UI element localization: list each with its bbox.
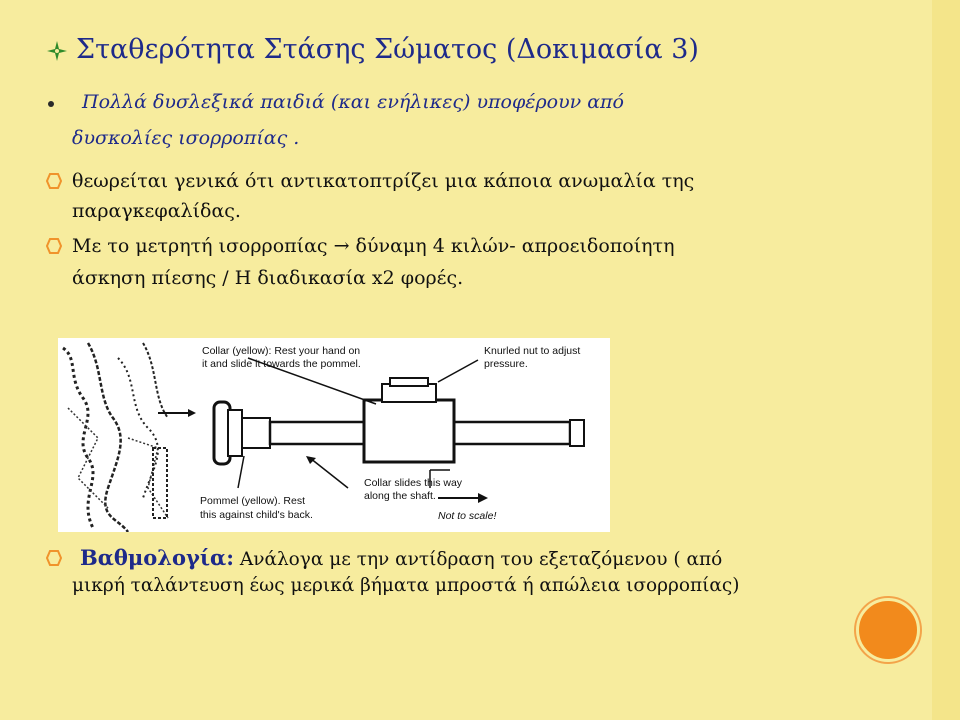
score-label: Βαθμολογία: [80, 545, 234, 570]
label-collar-slides-1: Collar slides this way [364, 477, 463, 489]
bullet-3-line-1: Με το μετρητή ισορροπίας → δύναμη 4 κιλών- απροειδοποίητη [72, 235, 675, 257]
score-line-2: μικρή ταλάντευση έως μερικά βήματα μπροστά ή απώλεια ισορροπίας) [72, 575, 740, 596]
balance-meter-figure [58, 338, 610, 532]
label-collar-top-2: it and slide it towards the pommel. [202, 358, 361, 370]
bullet-2-line-1: θεωρείται γενικά ότι αντικατοπτρίζει μια κάποια ανωμαλία της [72, 170, 695, 192]
score-line-1-text: Ανάλογα με την αντίδραση του εξεταζόμενου ( από [233, 549, 723, 570]
hexagon-outline-icon [46, 173, 62, 189]
label-pommel-1: Pommel (yellow). Rest [200, 495, 306, 507]
label-not-to-scale: Not to scale! [438, 510, 497, 522]
slide-title: Σταθερότητα Στάσης Σώματος (Δοκιμασία 3) [76, 34, 699, 65]
bullet-1-line-2: δυσκολίες ισορροπίας . [72, 127, 300, 149]
bullet-2-line-2: παραγκεφαλίδας. [72, 200, 241, 222]
hexagon-outline-icon [46, 238, 62, 254]
dot-icon [48, 101, 54, 107]
slide-edge-band [932, 0, 960, 720]
label-knurled-2: pressure. [484, 358, 528, 370]
bullet-1-line-1: Πολλά δυσλεξικά παιδιά (και ενήλικες) υποφέρουν από [82, 91, 624, 113]
label-knurled-1: Knurled nut to adjust [484, 345, 581, 357]
decorative-orange-circle [856, 598, 920, 662]
label-pommel-2: this against child's back. [200, 509, 313, 521]
label-collar-slides-2: along the shaft. [364, 490, 436, 502]
hexagon-outline-icon [46, 550, 62, 566]
label-collar-top-1: Collar (yellow): Rest your hand on [202, 345, 361, 357]
diamond-flower-icon [46, 40, 68, 62]
child-sketch [58, 338, 196, 532]
bullet-3-line-2: άσκηση πίεσης / Η διαδικασία x2 φορές. [72, 267, 464, 289]
